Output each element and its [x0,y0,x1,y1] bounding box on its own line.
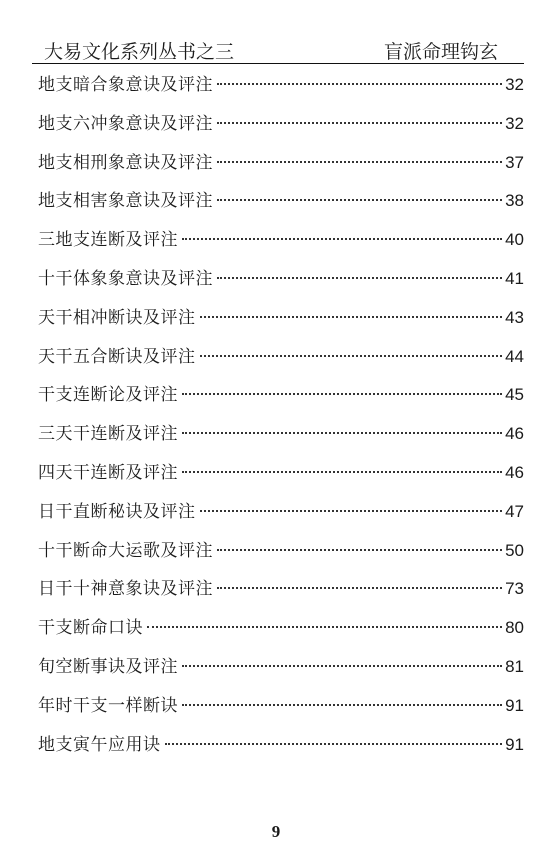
toc-entry-title: 旬空断事诀及评注 [38,656,178,677]
toc-dot-leader [147,626,502,628]
toc-entry-title: 日干直断秘诀及评注 [38,501,196,522]
toc-entry [38,376,524,415]
toc-dot-leader [182,238,502,240]
toc-entry-title: 干支连断论及评注 [38,385,178,406]
toc-entry-page: 50 [505,540,524,560]
toc-entry-title: 地支寅午应用诀 [38,734,161,755]
series-title: 大易文化系列丛书之三 [44,41,235,63]
toc-entry [38,454,524,493]
toc-dot-leader [200,510,503,512]
toc-entry-page: 46 [505,424,524,444]
toc-entry-title: 年时干支一样断诀 [38,695,178,716]
toc-entry-page: 41 [505,268,524,288]
toc-entry-page: 40 [505,230,524,250]
toc-entry-page: 37 [505,152,524,172]
toc-dot-leader [200,355,503,357]
toc-dot-leader [182,393,502,395]
toc-dot-leader [217,549,502,551]
toc-entry-page: 32 [505,113,524,133]
toc-entry [38,144,524,183]
toc-entry-page: 46 [505,462,524,482]
toc-entry-page: 43 [505,307,524,327]
book-title: 盲派命理钩玄 [383,41,498,63]
toc-entry-title: 地支相刑象意诀及评注 [38,152,213,173]
toc-entry-page: 91 [505,695,524,715]
toc-entry-page: 81 [505,656,524,676]
toc-entry [38,66,524,105]
toc-dot-leader [200,316,503,318]
toc-entry-page: 32 [505,75,524,94]
toc-entry-title: 四天干连断及评注 [38,462,178,483]
toc-dot-leader [217,199,502,201]
toc-entry-title: 三天干连断及评注 [38,424,178,445]
toc-entry-title: 十干体象象意诀及评注 [38,268,213,289]
toc-entry [38,532,524,571]
toc-entry [38,493,524,532]
toc-dot-leader [217,122,502,124]
toc-entry-page: 73 [505,579,524,599]
toc-entry-title: 地支暗合象意诀及评注 [38,75,213,95]
toc-entry-title: 地支六冲象意诀及评注 [38,113,213,134]
toc-entry [38,648,524,687]
toc-entry-title: 干支断命口诀 [38,618,143,639]
toc-dot-leader [182,471,502,473]
toc-entry-page: 38 [505,191,524,211]
toc-entry [38,609,524,648]
toc-dot-leader [217,161,502,163]
toc-dot-leader [165,743,503,745]
page-number: 9 [271,822,281,841]
toc-entry [38,299,524,338]
toc-entry [38,182,524,221]
toc-entry-page: 45 [505,385,524,405]
toc-dot-leader [217,277,502,279]
toc-entry [38,338,524,377]
toc-entry-page: 91 [505,734,524,754]
toc-entry-title: 日干十神意象诀及评注 [38,579,213,600]
toc-entry-page: 80 [505,618,524,638]
toc-entry-title: 天干五合断诀及评注 [38,346,196,367]
toc-entry [38,221,524,260]
header-rule [32,63,524,64]
toc-entry-page: 44 [505,346,524,366]
table-of-contents [38,66,524,764]
toc-dot-leader [217,83,502,85]
toc-entry [38,260,524,299]
toc-entry-page: 47 [505,501,524,521]
toc-entry [38,415,524,454]
toc-entry [38,570,524,609]
toc-entry-title: 天干相冲断诀及评注 [38,307,196,328]
toc-entry-title: 十干断命大运歌及评注 [38,540,213,561]
toc-dot-leader [217,587,502,589]
toc-dot-leader [182,432,502,434]
running-header [34,34,518,64]
toc-entry-title: 三地支连断及评注 [38,230,178,251]
toc-entry [38,105,524,144]
toc-entry [38,726,524,765]
toc-dot-leader [182,665,502,667]
toc-entry [38,687,524,726]
toc-entry-title: 地支相害象意诀及评注 [38,191,213,212]
toc-dot-leader [182,704,502,706]
